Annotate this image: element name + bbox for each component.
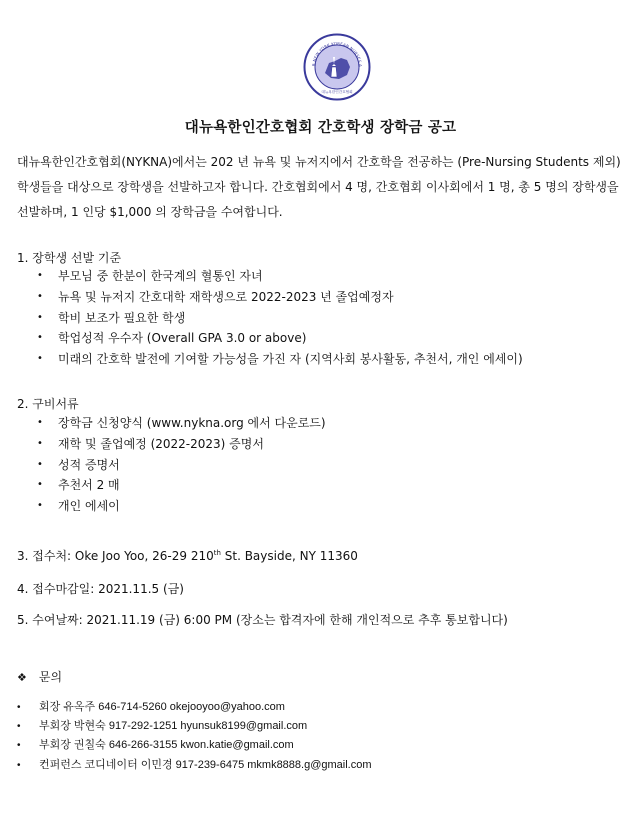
contact-item: • 부회장 박현숙 917-292-1251 hyunsuk8199@gmail.com: [17, 717, 372, 736]
selection-criteria-list: [37, 266, 523, 370]
list-item: • 개인 에세이: [37, 496, 326, 517]
address-suffix: St. Bayside, NY 11360: [220, 549, 358, 563]
list-item: • 장학금 신청양식 (www.nykna.org 에서 다운로드): [37, 413, 326, 434]
address-superscript: th: [213, 549, 221, 557]
logo-subtext: 대뉴욕한인간호협회: [321, 90, 353, 94]
list-item: • 미래의 간호학 발전에 기여할 가능성을 가진 자 (지역사회 봉사활동, 추천서, 개인 에세이): [37, 349, 523, 370]
page-title: 대뉴욕한인간호협회 간호학생 장학금 공고: [184, 120, 457, 136]
list-item: • 부모님 중 한분이 한국계의 혈통인 자녀: [37, 266, 523, 287]
award-date: 5. 수여날짜: 2021.11.19 (금) 6:00 PM (장소는 합격자에 한해 개인적으로 추후 통보합니다): [17, 613, 508, 627]
contact-item: • 컨퍼런스 코디네이터 이민경 917-239-6475 mkmk8888.g@gmail.com: [17, 756, 372, 775]
list-item: • 추천서 2 매: [37, 475, 326, 496]
submission-address: [17, 548, 358, 564]
contact-heading-label: 문의: [38, 670, 63, 684]
intro-line: 학생들을 대상으로 장학생을 선발하고자 합니다. 간호협회에서 4 명, 간호협회 이사회에서 1 명, 총 5 명의 장학생을: [17, 180, 619, 194]
contact-list: [17, 698, 372, 775]
documents-list: [37, 413, 326, 517]
section-heading-documents: 2. 구비서류: [17, 397, 79, 411]
list-item: • 성적 증명서: [37, 455, 326, 476]
logo-ring-text: R NEW YORK KOREAN NURSES A: [310, 40, 364, 68]
contact-heading: [17, 668, 62, 685]
section-heading-selection: 1. 장학생 선발 기준: [17, 251, 122, 265]
diamond-bullet-icon: ❖: [17, 671, 27, 684]
contact-item: • 부회장 권칠숙 646-266-3155 kwon.katie@gmail.com: [17, 736, 372, 755]
list-item: • 학업성적 우수자 (Overall GPA 3.0 or above): [37, 328, 523, 349]
association-logo: [303, 33, 371, 101]
contact-item: • 회장 유옥주 646-714-5260 okejooyoo@yahoo.com: [17, 698, 372, 717]
list-item: • 재학 및 졸업예정 (2022-2023) 증명서: [37, 434, 326, 455]
list-item: • 뉴욕 및 뉴저지 간호대학 재학생으로 2022-2023 년 졸업예정자: [37, 287, 523, 308]
intro-line: 선발하며, 1 인당 $1,000 의 장학금을 수여합니다.: [17, 205, 283, 219]
list-item: • 학비 보조가 필요한 학생: [37, 308, 523, 329]
intro-line: 대뉴욕한인간호협회(NYKNA)에서는 202 년 뉴욕 및 뉴저지에서 간호학을 전공하는 (Pre-Nursing Students 제외): [17, 155, 621, 169]
deadline: 4. 접수마감일: 2021.11.5 (금): [17, 582, 184, 596]
intro-paragraph: [17, 150, 627, 225]
address-prefix: 3. 접수처: Oke Joo Yoo, 26-29 210: [17, 549, 214, 563]
